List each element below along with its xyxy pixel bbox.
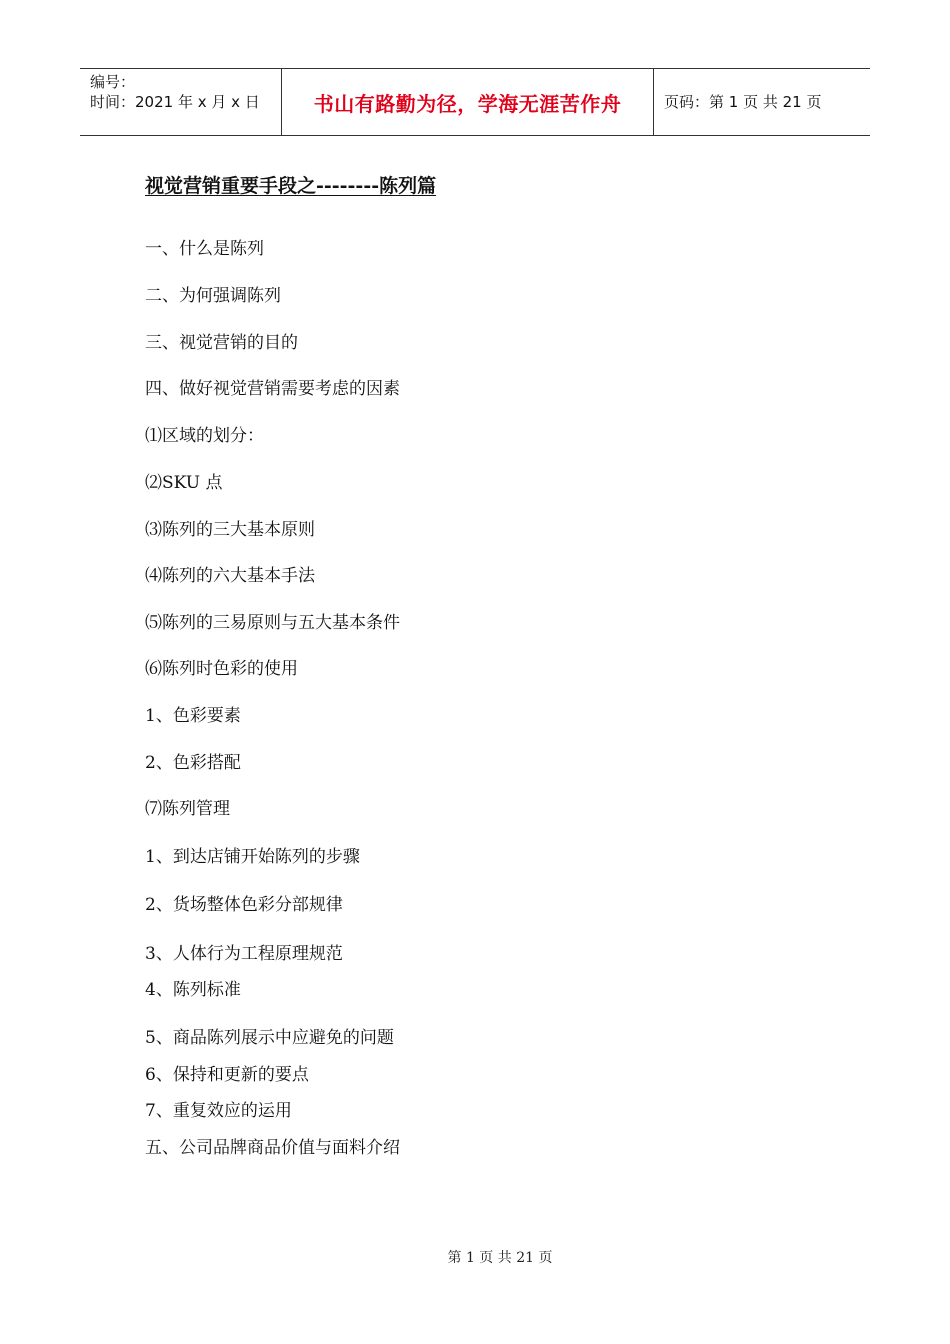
outline-item: 三、视觉营销的目的: [145, 333, 298, 353]
outline-item: ⑴区域的划分：: [145, 426, 264, 446]
outline-item: ⑵SKU 点: [145, 473, 223, 493]
outline-item: ⑹陈列时色彩的使用: [145, 659, 298, 679]
document-number-label: 编号：: [90, 73, 136, 91]
outline-item: 3、人体行为工程原理规范: [145, 944, 343, 964]
document-title: 视觉营销重要手段之--------陈列篇: [145, 175, 437, 197]
outline-item: 四、做好视觉营销需要考虑的因素: [145, 379, 400, 399]
header-meta-cell: [80, 69, 281, 135]
outline-item: 6、保持和更新的要点: [145, 1065, 309, 1085]
outline-item: ⑸陈列的三易原则与五大基本条件: [145, 613, 400, 633]
outline-item: 2、色彩搭配: [145, 753, 241, 773]
outline-item: 1、色彩要素: [145, 706, 241, 726]
outline-item: 二、为何强调陈列: [145, 286, 281, 306]
header-page-info: 页码：第 1 页 共 21 页: [664, 93, 822, 111]
outline-item: ⑶陈列的三大基本原则: [145, 520, 315, 540]
outline-item: 一、什么是陈列: [145, 239, 264, 259]
outline-item: ⑷陈列的六大基本手法: [145, 566, 315, 586]
header-motto: 书山有路勤为径，学海无涯苦作舟: [313, 91, 622, 116]
header-motto-cell: [281, 69, 654, 135]
outline-item: 5、商品陈列展示中应避免的问题: [145, 1028, 394, 1048]
outline-item: 4、陈列标准: [145, 980, 241, 1000]
outline-item: 2、货场整体色彩分部规律: [145, 895, 343, 915]
outline-item: ⑺陈列管理: [145, 799, 230, 819]
outline-item: 7、重复效应的运用: [145, 1101, 292, 1121]
document-time-label: 时间：2021 年 x 月 x 日: [90, 93, 260, 111]
outline-item: 五、公司品牌商品价值与面料介绍: [145, 1138, 400, 1158]
document-header: [80, 68, 870, 136]
page-footer: 第 1 页 共 21 页: [447, 1250, 553, 1266]
header-page-cell: [654, 69, 870, 135]
outline-item: 1、到达店铺开始陈列的步骤: [145, 847, 360, 867]
